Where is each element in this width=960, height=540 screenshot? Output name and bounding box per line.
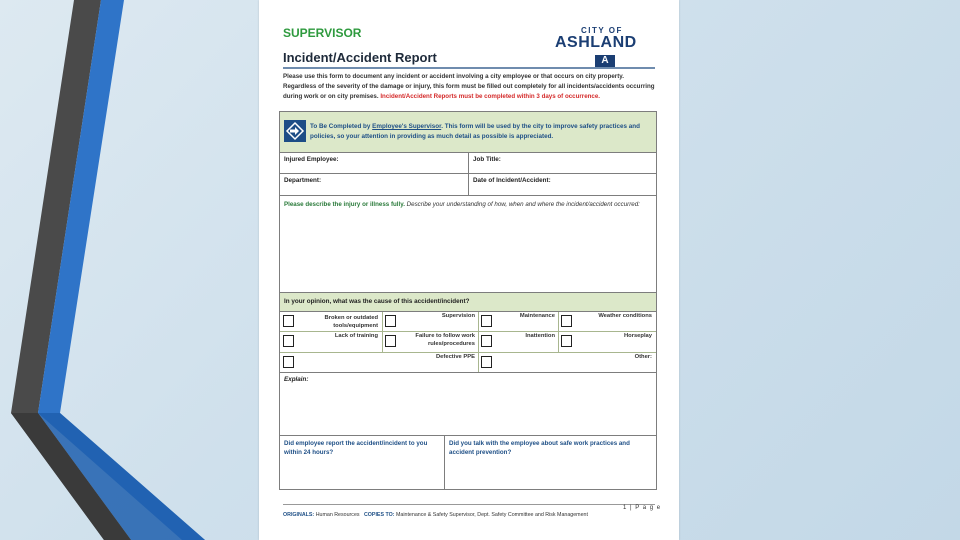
label-inattention: Inattention: [525, 333, 555, 339]
checkbox-maintenance[interactable]: [481, 315, 492, 327]
footer-divider: [283, 504, 655, 505]
page-number: 1 | P a g e: [623, 505, 662, 511]
cause-checkbox-grid: [280, 312, 656, 373]
checkbox-broken-tools[interactable]: [283, 315, 294, 327]
question-safe-practices[interactable]: Did you talk with the employee about safe work practices and accident prevention?: [449, 440, 630, 456]
copies-label: COPIES TO:: [363, 512, 395, 518]
date-field[interactable]: Date of Incident/Accident:: [473, 177, 551, 184]
logo-mark-icon: A: [595, 55, 615, 67]
label-weather: Weather conditions: [598, 313, 652, 319]
checkbox-inattention[interactable]: [481, 335, 492, 347]
city-logo: [555, 26, 659, 72]
label-horseplay: Horseplay: [623, 333, 652, 339]
decorative-stripes: [0, 0, 260, 540]
label-other: Other:: [634, 354, 652, 360]
banner-text: [310, 122, 650, 142]
label-broken-tools: Broken or outdated tools/equipment: [324, 315, 378, 329]
logo-name: ASHLAND: [555, 34, 637, 51]
label-lack-training: Lack of training: [334, 333, 378, 339]
label-failure-rules: Failure to follow work rules/procedures: [415, 333, 475, 347]
logo-city-of: CITY OF: [581, 26, 623, 35]
row-department: [280, 174, 656, 196]
row-employee: [280, 153, 656, 174]
checkbox-failure-rules[interactable]: [385, 335, 396, 347]
grid-divider: [382, 312, 383, 352]
injured-employee-field[interactable]: Injured Employee:: [280, 153, 469, 173]
banner-role: Employee's Supervisor: [372, 123, 442, 130]
checkbox-horseplay[interactable]: [561, 335, 572, 347]
describe-prompt: Describe your understanding of how, when and where the incident/accident occurred:: [406, 201, 640, 208]
originals-label: ORIGINALS:: [283, 512, 315, 518]
cause-question: In your opinion, what was the cause of this accident/incident?: [280, 293, 656, 312]
describe-field[interactable]: [280, 196, 656, 293]
question-report-24h[interactable]: Did employee report the accident/incident to you within 24 hours?: [280, 436, 445, 489]
grid-divider: [478, 312, 479, 372]
intro-paragraph: [283, 72, 659, 102]
supervisor-label: SUPERVISOR: [283, 26, 362, 40]
report-title: Incident/Accident Report: [283, 50, 437, 65]
intro-text: Please use this form to document any incident or accident involving a city employee or that occurs on city property. Regardless of the severity of the damage or injury, this form must be filled out completely for all incidents/accidents occurring during work or on city premises.: [283, 73, 655, 100]
copies-value: Maintenance & Safety Supervisor, Dept. Safety Committee and Risk Management: [395, 512, 588, 518]
report-form: [279, 111, 657, 490]
job-title-field[interactable]: Job Title:: [473, 156, 501, 163]
checkbox-other[interactable]: [481, 356, 492, 368]
grid-divider: [558, 312, 559, 352]
checkbox-lack-training[interactable]: [283, 335, 294, 347]
label-defective-ppe: Defective PPE: [436, 354, 475, 360]
follow-up-questions: [280, 436, 656, 489]
checkbox-weather[interactable]: [561, 315, 572, 327]
arrow-icon: [284, 120, 306, 142]
intro-warning: Incident/Accident Reports must be completed within 3 days of occurrence.: [380, 93, 601, 100]
banner-suffix: . This form will be used by the city to improve safety practices and policies, so your attention in providing as much detail as possible is appreciated.: [310, 123, 640, 140]
checkbox-defective-ppe[interactable]: [283, 356, 294, 368]
form-page: [259, 0, 679, 540]
originals-value: Human Resources: [315, 512, 360, 518]
distribution-footer: [283, 512, 588, 518]
explain-field[interactable]: Explain:: [280, 373, 656, 436]
banner-prefix: To Be Completed by: [310, 123, 371, 130]
describe-label: Please describe the injury or illness fully.: [284, 201, 405, 208]
department-field[interactable]: Department:: [280, 174, 469, 195]
checkbox-supervision[interactable]: [385, 315, 396, 327]
supervisor-banner: [280, 112, 656, 153]
label-maintenance: Maintenance: [519, 313, 555, 319]
label-supervision: Supervision: [441, 313, 475, 319]
